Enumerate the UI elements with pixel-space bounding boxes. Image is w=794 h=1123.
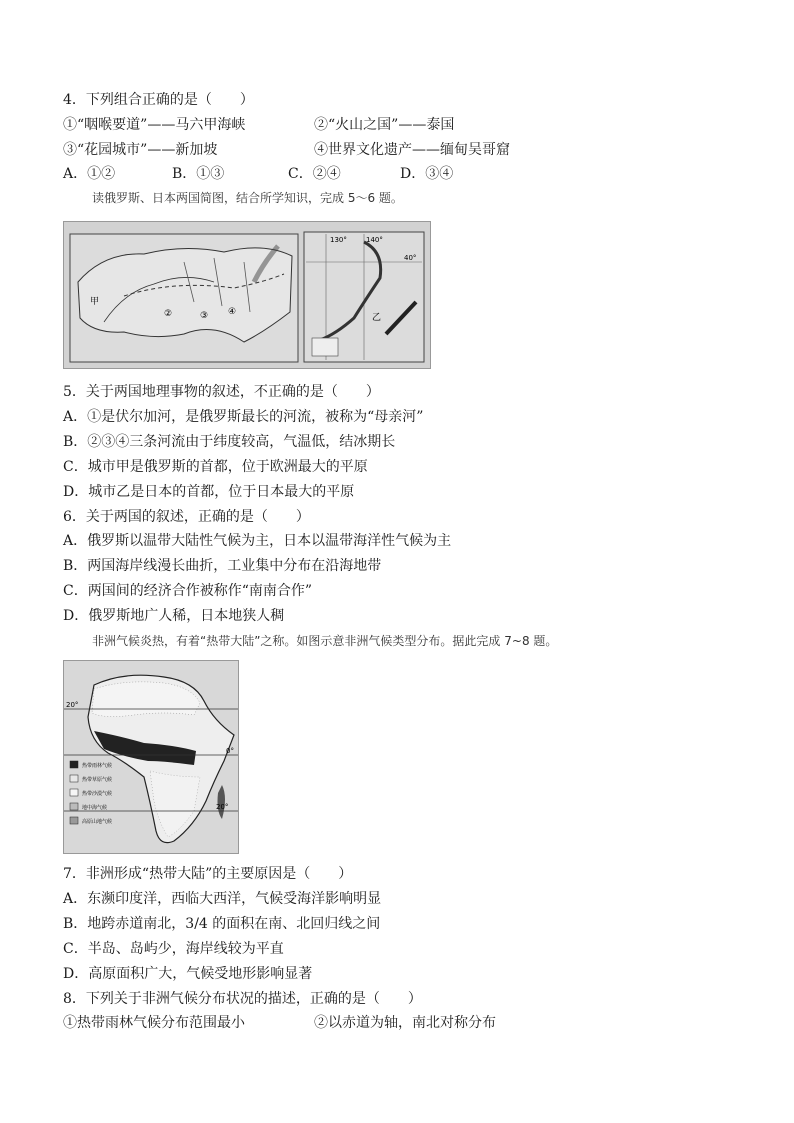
q4-option-b: B．①③	[172, 166, 225, 182]
q6-option-d: D．俄罗斯地广人稀，日本地狭人稠	[63, 608, 285, 624]
q8-item-1: ①热带雨林气候分布范围最小	[63, 1015, 245, 1031]
q7-stem: 7．非洲形成“热带大陆”的主要原因是（ ）	[63, 866, 353, 882]
map1-label-140: 140°	[366, 236, 383, 244]
map1-label-4: ④	[228, 307, 237, 317]
legend-savanna: 热带草原气候	[82, 777, 113, 783]
map1-label-3: ③	[200, 311, 209, 321]
q5-option-b: B．②③④三条河流由于纬度较高，气温低，结冰期长	[63, 434, 396, 450]
intro-5-6: 读俄罗斯、日本两国简图，结合所学知识，完成 5～6 题。	[92, 191, 403, 205]
q7-option-a: A．东濒印度洋，西临大西洋，气候受海洋影响明显	[63, 891, 382, 907]
q6-option-b: B．两国海岸线漫长曲折，工业集中分布在沿海地带	[63, 558, 382, 574]
legend-mediterranean: 地中海气候	[82, 805, 108, 811]
africa-climate-map-svg	[64, 661, 238, 853]
q5-option-d: D．城市乙是日本的首都，位于日本最大的平原	[63, 484, 355, 500]
africa-lat-0: 0°	[226, 747, 234, 755]
legend-highland: 高原山地气候	[82, 819, 113, 825]
q6-stem: 6．关于两国的叙述，正确的是（ ）	[63, 509, 310, 525]
map1-label-jia: 甲	[90, 297, 100, 307]
q4-item-2: ②“火山之国”——泰国	[314, 117, 455, 133]
q6-option-c: C．两国间的经济合作被称作“南南合作”	[63, 583, 313, 599]
q4-stem: 4．下列组合正确的是（ ）	[63, 92, 254, 108]
map1-label-40: 40°	[404, 254, 417, 262]
q4-item-3: ③“花园城市”——新加坡	[63, 142, 218, 158]
q5-option-c: C．城市甲是俄罗斯的首都，位于欧洲最大的平原	[63, 459, 368, 475]
q8-item-2: ②以赤道为轴，南北对称分布	[314, 1015, 496, 1031]
russia-japan-map	[63, 221, 431, 369]
q4-option-d: D．③④	[400, 166, 454, 182]
q4-option-a: A．①②	[63, 166, 116, 182]
q4-item-1: ①“咽喉要道”——马六甲海峡	[63, 117, 246, 133]
map1-label-2: ②	[164, 309, 173, 319]
intro-7-8: 非洲气候炎热，有着“热带大陆”之称。如图示意非洲气候类型分布。据此完成 7~8 题。	[92, 634, 558, 648]
q7-option-d: D．高原面积广大，气候受地形影响显著	[63, 966, 313, 982]
legend-desert: 热带沙漠气候	[82, 791, 113, 797]
q4-item-4: ④世界文化遗产——缅甸吴哥窟	[314, 142, 510, 158]
q4-option-c: C．②④	[288, 166, 341, 182]
africa-lat-20s: 20°	[216, 803, 229, 811]
map1-label-130: 130°	[330, 236, 347, 244]
russia-japan-map-svg	[64, 222, 430, 368]
q7-option-b: B．地跨赤道南北，3/4 的面积在南、北回归线之间	[63, 916, 381, 932]
africa-climate-map	[63, 660, 239, 854]
q8-stem: 8．下列关于非洲气候分布状况的描述，正确的是（ ）	[63, 991, 422, 1007]
q5-option-a: A．①是伏尔加河，是俄罗斯最长的河流，被称为“母亲河”	[63, 409, 424, 425]
q5-stem: 5．关于两国地理事物的叙述，不正确的是（ ）	[63, 384, 380, 400]
map1-label-yi: 乙	[372, 313, 382, 323]
legend-rainforest: 热带雨林气候	[82, 763, 113, 769]
q6-option-a: A．俄罗斯以温带大陆性气候为主，日本以温带海洋性气候为主	[63, 533, 452, 549]
africa-lat-20n: 20°	[66, 701, 79, 709]
q7-option-c: C．半岛、岛屿少，海岸线较为平直	[63, 941, 284, 957]
